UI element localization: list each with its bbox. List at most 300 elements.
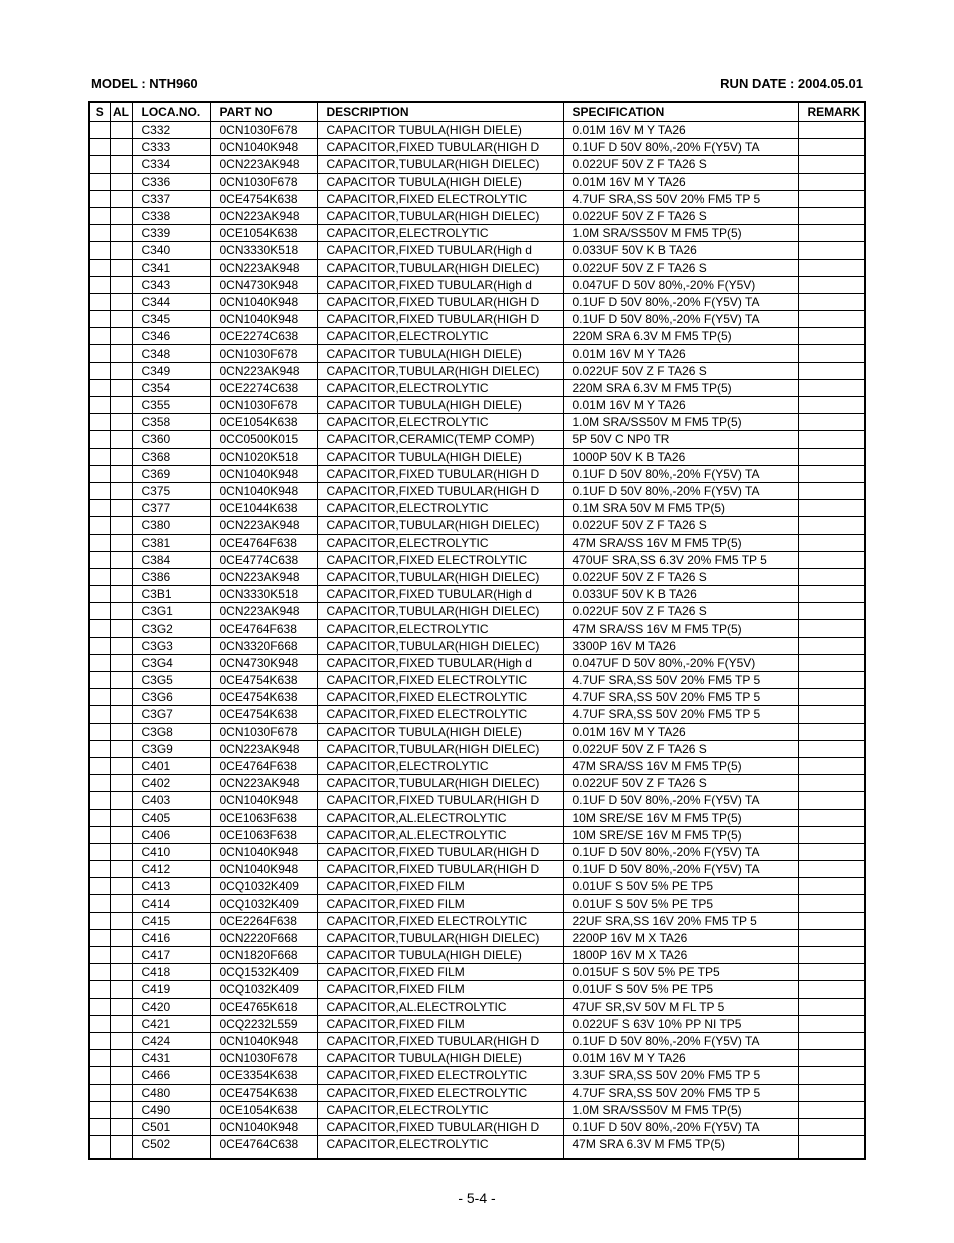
cell-s: [89, 1050, 110, 1067]
cell-part-no: 0CN1040K948: [210, 311, 317, 328]
cell-loca: C412: [132, 861, 210, 878]
cell-part-no: 0CQ1032K409: [210, 878, 317, 895]
cell-al: [110, 1136, 132, 1160]
cell-s: [89, 379, 110, 396]
cell-loca: C406: [132, 826, 210, 843]
cell-specification: 10M SRE/SE 16V M FM5 TP(5): [563, 826, 798, 843]
cell-specification: 1800P 16V M X TA26: [563, 947, 798, 964]
model-title: MODEL : NTH960: [91, 76, 198, 91]
table-row: [89, 964, 865, 981]
table-row: [89, 947, 865, 964]
cell-part-no: 0CN1030F678: [210, 723, 317, 740]
cell-part-no: 0CC0500K015: [210, 431, 317, 448]
cell-al: [110, 603, 132, 620]
cell-specification: 0.022UF 50V Z F TA26 S: [563, 156, 798, 173]
cell-remark: [798, 1118, 865, 1135]
cell-s: [89, 276, 110, 293]
cell-specification: 1.0M SRA/SS50V M FM5 TP(5): [563, 225, 798, 242]
cell-specification: 4.7UF SRA,SS 50V 20% FM5 TP 5: [563, 706, 798, 723]
cell-specification: 0.022UF 50V Z F TA26 S: [563, 568, 798, 585]
table-row: [89, 534, 865, 551]
col-header-s: S: [89, 102, 110, 122]
cell-s: [89, 723, 110, 740]
cell-specification: 0.1UF D 50V 80%,-20% F(Y5V) TA: [563, 861, 798, 878]
cell-loca: C343: [132, 276, 210, 293]
cell-description: CAPACITOR,TUBULAR(HIGH DIELEC): [317, 775, 563, 792]
cell-al: [110, 259, 132, 276]
cell-part-no: 0CE2274C638: [210, 328, 317, 345]
cell-specification: 47UF SR,SV 50V M FL TP 5: [563, 998, 798, 1015]
cell-remark: [798, 242, 865, 259]
table-row: [89, 1136, 865, 1160]
cell-remark: [798, 775, 865, 792]
cell-remark: [798, 465, 865, 482]
cell-al: [110, 431, 132, 448]
cell-al: [110, 672, 132, 689]
cell-part-no: 0CE4754K638: [210, 672, 317, 689]
cell-remark: [798, 1015, 865, 1032]
cell-specification: 22UF SRA,SS 16V 20% FM5 TP 5: [563, 912, 798, 929]
cell-al: [110, 912, 132, 929]
cell-remark: [798, 964, 865, 981]
cell-part-no: 0CN223AK948: [210, 740, 317, 757]
table-row: [89, 190, 865, 207]
col-header-al: AL: [110, 102, 132, 122]
table-row: [89, 723, 865, 740]
cell-s: [89, 586, 110, 603]
cell-remark: [798, 156, 865, 173]
cell-remark: [798, 225, 865, 242]
cell-s: [89, 929, 110, 946]
cell-remark: [798, 620, 865, 637]
cell-description: CAPACITOR,FIXED TUBULAR(HIGH D: [317, 139, 563, 156]
cell-remark: [798, 173, 865, 190]
table-row: [89, 242, 865, 259]
cell-specification: 0.01M 16V M Y TA26: [563, 723, 798, 740]
cell-part-no: 0CE4774C638: [210, 551, 317, 568]
cell-remark: [798, 568, 865, 585]
table-row: [89, 706, 865, 723]
cell-part-no: 0CN223AK948: [210, 259, 317, 276]
table-row: [89, 826, 865, 843]
cell-description: CAPACITOR,FIXED ELECTROLYTIC: [317, 1067, 563, 1084]
cell-description: CAPACITOR,ELECTROLYTIC: [317, 757, 563, 774]
table-row: [89, 586, 865, 603]
cell-al: [110, 775, 132, 792]
cell-part-no: 0CE1054K638: [210, 1101, 317, 1118]
cell-s: [89, 672, 110, 689]
cell-specification: 0.01M 16V M Y TA26: [563, 345, 798, 362]
cell-remark: [798, 500, 865, 517]
table-body: [89, 122, 865, 1160]
table-row: [89, 551, 865, 568]
cell-al: [110, 689, 132, 706]
cell-loca: C346: [132, 328, 210, 345]
cell-specification: 1000P 50V K B TA26: [563, 448, 798, 465]
cell-specification: 0.022UF 50V Z F TA26 S: [563, 207, 798, 224]
cell-al: [110, 225, 132, 242]
cell-al: [110, 809, 132, 826]
cell-s: [89, 689, 110, 706]
cell-al: [110, 276, 132, 293]
cell-s: [89, 362, 110, 379]
cell-remark: [798, 878, 865, 895]
cell-al: [110, 757, 132, 774]
cell-description: CAPACITOR,FIXED ELECTROLYTIC: [317, 689, 563, 706]
cell-part-no: 0CN1020K518: [210, 448, 317, 465]
cell-remark: [798, 482, 865, 499]
cell-part-no: 0CQ2232L559: [210, 1015, 317, 1032]
cell-specification: 0.033UF 50V K B TA26: [563, 242, 798, 259]
cell-loca: C419: [132, 981, 210, 998]
cell-s: [89, 861, 110, 878]
cell-part-no: 0CE4754K638: [210, 190, 317, 207]
table-row: [89, 414, 865, 431]
cell-s: [89, 568, 110, 585]
cell-al: [110, 740, 132, 757]
table-row: [89, 603, 865, 620]
table-row: [89, 1101, 865, 1118]
cell-al: [110, 517, 132, 534]
table-row: [89, 1050, 865, 1067]
cell-description: CAPACITOR,ELECTROLYTIC: [317, 1136, 563, 1160]
cell-al: [110, 568, 132, 585]
cell-al: [110, 482, 132, 499]
cell-specification: 0.01M 16V M Y TA26: [563, 122, 798, 139]
cell-s: [89, 225, 110, 242]
cell-part-no: 0CN223AK948: [210, 362, 317, 379]
cell-s: [89, 809, 110, 826]
cell-remark: [798, 895, 865, 912]
cell-specification: 10M SRE/SE 16V M FM5 TP(5): [563, 809, 798, 826]
cell-description: CAPACITOR,FIXED FILM: [317, 981, 563, 998]
cell-al: [110, 397, 132, 414]
cell-part-no: 0CN223AK948: [210, 603, 317, 620]
cell-remark: [798, 1101, 865, 1118]
cell-part-no: 0CE1054K638: [210, 225, 317, 242]
cell-loca: C405: [132, 809, 210, 826]
cell-part-no: 0CE4764F638: [210, 620, 317, 637]
cell-al: [110, 654, 132, 671]
cell-description: CAPACITOR,FIXED TUBULAR(HIGH D: [317, 1032, 563, 1049]
cell-s: [89, 207, 110, 224]
cell-al: [110, 929, 132, 946]
cell-loca: C3G3: [132, 637, 210, 654]
cell-loca: C410: [132, 843, 210, 860]
table-row: [89, 276, 865, 293]
cell-remark: [798, 912, 865, 929]
cell-s: [89, 139, 110, 156]
cell-remark: [798, 843, 865, 860]
cell-s: [89, 998, 110, 1015]
cell-part-no: 0CN1040K948: [210, 861, 317, 878]
cell-loca: C339: [132, 225, 210, 242]
cell-specification: 3.3UF SRA,SS 50V 20% FM5 TP 5: [563, 1067, 798, 1084]
cell-al: [110, 843, 132, 860]
table-row: [89, 207, 865, 224]
cell-loca: C336: [132, 173, 210, 190]
cell-description: CAPACITOR,FIXED TUBULAR(HIGH D: [317, 1118, 563, 1135]
col-header-remark: REMARK: [798, 102, 865, 122]
table-row: [89, 689, 865, 706]
cell-specification: 1.0M SRA/SS50V M FM5 TP(5): [563, 414, 798, 431]
cell-specification: 0.01M 16V M Y TA26: [563, 173, 798, 190]
cell-s: [89, 1015, 110, 1032]
cell-remark: [798, 311, 865, 328]
cell-loca: C338: [132, 207, 210, 224]
cell-remark: [798, 809, 865, 826]
cell-part-no: 0CN1040K948: [210, 139, 317, 156]
cell-part-no: 0CN3320F668: [210, 637, 317, 654]
table-row: [89, 672, 865, 689]
cell-s: [89, 603, 110, 620]
cell-al: [110, 345, 132, 362]
cell-loca: C368: [132, 448, 210, 465]
cell-remark: [798, 740, 865, 757]
cell-part-no: 0CE2264F638: [210, 912, 317, 929]
cell-al: [110, 122, 132, 139]
cell-remark: [798, 207, 865, 224]
cell-description: CAPACITOR,FIXED ELECTROLYTIC: [317, 672, 563, 689]
cell-s: [89, 757, 110, 774]
cell-description: CAPACITOR,FIXED TUBULAR(HIGH D: [317, 465, 563, 482]
cell-specification: 47M SRA 6.3V M FM5 TP(5): [563, 1136, 798, 1160]
cell-loca: C490: [132, 1101, 210, 1118]
cell-specification: 0.1UF D 50V 80%,-20% F(Y5V) TA: [563, 482, 798, 499]
cell-loca: C355: [132, 397, 210, 414]
cell-loca: C418: [132, 964, 210, 981]
cell-remark: [798, 689, 865, 706]
table-row: [89, 362, 865, 379]
cell-s: [89, 1084, 110, 1101]
cell-part-no: 0CN1030F678: [210, 1050, 317, 1067]
cell-loca: C3G6: [132, 689, 210, 706]
cell-remark: [798, 293, 865, 310]
cell-loca: C3G8: [132, 723, 210, 740]
cell-al: [110, 448, 132, 465]
table-row: [89, 757, 865, 774]
cell-specification: 0.022UF 50V Z F TA26 S: [563, 259, 798, 276]
cell-s: [89, 500, 110, 517]
cell-part-no: 0CN1040K948: [210, 792, 317, 809]
cell-s: [89, 328, 110, 345]
cell-description: CAPACITOR TUBULA(HIGH DIELE): [317, 345, 563, 362]
cell-loca: C502: [132, 1136, 210, 1160]
cell-specification: 0.022UF 50V Z F TA26 S: [563, 362, 798, 379]
cell-al: [110, 500, 132, 517]
cell-description: CAPACITOR,FIXED ELECTROLYTIC: [317, 190, 563, 207]
cell-remark: [798, 190, 865, 207]
cell-part-no: 0CE2274C638: [210, 379, 317, 396]
cell-specification: 0.01UF S 50V 5% PE TP5: [563, 981, 798, 998]
cell-al: [110, 878, 132, 895]
cell-description: CAPACITOR,TUBULAR(HIGH DIELEC): [317, 156, 563, 173]
cell-loca: C413: [132, 878, 210, 895]
cell-description: CAPACITOR TUBULA(HIGH DIELE): [317, 947, 563, 964]
table-row: [89, 620, 865, 637]
cell-description: CAPACITOR,FIXED ELECTROLYTIC: [317, 551, 563, 568]
table-row: [89, 1015, 865, 1032]
table-row: [89, 448, 865, 465]
cell-remark: [798, 654, 865, 671]
cell-al: [110, 362, 132, 379]
cell-s: [89, 448, 110, 465]
cell-al: [110, 998, 132, 1015]
cell-s: [89, 878, 110, 895]
cell-description: CAPACITOR,TUBULAR(HIGH DIELEC): [317, 207, 563, 224]
cell-part-no: 0CN223AK948: [210, 207, 317, 224]
cell-loca: C358: [132, 414, 210, 431]
cell-remark: [798, 517, 865, 534]
cell-loca: C3G4: [132, 654, 210, 671]
cell-description: CAPACITOR,FIXED TUBULAR(High d: [317, 276, 563, 293]
cell-description: CAPACITOR,ELECTROLYTIC: [317, 534, 563, 551]
cell-part-no: 0CE3354K638: [210, 1067, 317, 1084]
cell-part-no: 0CE1063F638: [210, 809, 317, 826]
parts-table: [88, 101, 866, 1160]
cell-specification: 0.033UF 50V K B TA26: [563, 586, 798, 603]
cell-s: [89, 947, 110, 964]
cell-description: CAPACITOR TUBULA(HIGH DIELE): [317, 397, 563, 414]
col-header-specification: SPECIFICATION: [563, 102, 798, 122]
cell-description: CAPACITOR,TUBULAR(HIGH DIELEC): [317, 740, 563, 757]
cell-al: [110, 190, 132, 207]
cell-specification: 47M SRA/SS 16V M FM5 TP(5): [563, 757, 798, 774]
table-row: [89, 173, 865, 190]
cell-part-no: 0CQ1032K409: [210, 981, 317, 998]
cell-part-no: 0CE4764F638: [210, 757, 317, 774]
cell-description: CAPACITOR TUBULA(HIGH DIELE): [317, 122, 563, 139]
cell-al: [110, 311, 132, 328]
cell-loca: C375: [132, 482, 210, 499]
cell-loca: C417: [132, 947, 210, 964]
table-row: [89, 775, 865, 792]
cell-loca: C377: [132, 500, 210, 517]
cell-part-no: 0CN1040K948: [210, 1118, 317, 1135]
table-row: [89, 225, 865, 242]
cell-s: [89, 173, 110, 190]
cell-remark: [798, 586, 865, 603]
cell-description: CAPACITOR,TUBULAR(HIGH DIELEC): [317, 603, 563, 620]
cell-loca: C3B1: [132, 586, 210, 603]
run-date: RUN DATE : 2004.05.01: [720, 76, 863, 91]
cell-s: [89, 895, 110, 912]
cell-part-no: 0CE1063F638: [210, 826, 317, 843]
cell-s: [89, 242, 110, 259]
cell-description: CAPACITOR,FIXED ELECTROLYTIC: [317, 912, 563, 929]
cell-specification: 0.022UF 50V Z F TA26 S: [563, 775, 798, 792]
cell-s: [89, 964, 110, 981]
cell-loca: C424: [132, 1032, 210, 1049]
cell-specification: 2200P 16V M X TA26: [563, 929, 798, 946]
cell-description: CAPACITOR,FIXED FILM: [317, 1015, 563, 1032]
cell-s: [89, 293, 110, 310]
cell-remark: [798, 1067, 865, 1084]
cell-description: CAPACITOR,ELECTROLYTIC: [317, 225, 563, 242]
cell-al: [110, 242, 132, 259]
cell-remark: [798, 603, 865, 620]
cell-loca: C348: [132, 345, 210, 362]
cell-al: [110, 723, 132, 740]
cell-remark: [798, 414, 865, 431]
cell-description: CAPACITOR,FIXED TUBULAR(HIGH D: [317, 482, 563, 499]
cell-description: CAPACITOR,FIXED FILM: [317, 964, 563, 981]
cell-description: CAPACITOR,ELECTROLYTIC: [317, 500, 563, 517]
cell-remark: [798, 757, 865, 774]
table-row: [89, 482, 865, 499]
cell-specification: 0.022UF S 63V 10% PP NI TP5: [563, 1015, 798, 1032]
cell-loca: C401: [132, 757, 210, 774]
cell-remark: [798, 345, 865, 362]
cell-part-no: 0CN1030F678: [210, 173, 317, 190]
cell-loca: C340: [132, 242, 210, 259]
table-row: [89, 379, 865, 396]
cell-s: [89, 654, 110, 671]
cell-part-no: 0CN1040K948: [210, 843, 317, 860]
cell-al: [110, 293, 132, 310]
table-row: [89, 156, 865, 173]
cell-part-no: 0CN1040K948: [210, 293, 317, 310]
cell-s: [89, 775, 110, 792]
table-row: [89, 345, 865, 362]
cell-specification: 4.7UF SRA,SS 50V 20% FM5 TP 5: [563, 190, 798, 207]
cell-al: [110, 328, 132, 345]
cell-specification: 0.01UF S 50V 5% PE TP5: [563, 895, 798, 912]
cell-description: CAPACITOR,AL.ELECTROLYTIC: [317, 826, 563, 843]
cell-specification: 0.1UF D 50V 80%,-20% F(Y5V) TA: [563, 465, 798, 482]
cell-al: [110, 895, 132, 912]
cell-description: CAPACITOR,FIXED TUBULAR(High d: [317, 586, 563, 603]
cell-s: [89, 431, 110, 448]
cell-part-no: 0CN223AK948: [210, 156, 317, 173]
cell-specification: 0.047UF D 50V 80%,-20% F(Y5V): [563, 654, 798, 671]
cell-s: [89, 551, 110, 568]
cell-remark: [798, 259, 865, 276]
cell-part-no: 0CN223AK948: [210, 568, 317, 585]
cell-specification: 47M SRA/SS 16V M FM5 TP(5): [563, 620, 798, 637]
cell-loca: C380: [132, 517, 210, 534]
cell-description: CAPACITOR,ELECTROLYTIC: [317, 379, 563, 396]
col-header-description: DESCRIPTION: [317, 102, 563, 122]
cell-remark: [798, 706, 865, 723]
cell-s: [89, 1032, 110, 1049]
cell-al: [110, 826, 132, 843]
table-row: [89, 122, 865, 139]
cell-s: [89, 156, 110, 173]
cell-s: [89, 345, 110, 362]
table-row: [89, 809, 865, 826]
table-row: [89, 981, 865, 998]
cell-remark: [798, 431, 865, 448]
table-row: [89, 912, 865, 929]
cell-description: CAPACITOR,TUBULAR(HIGH DIELEC): [317, 517, 563, 534]
cell-part-no: 0CN1040K948: [210, 482, 317, 499]
cell-al: [110, 1032, 132, 1049]
cell-specification: 0.01UF S 50V 5% PE TP5: [563, 878, 798, 895]
table-row: [89, 1032, 865, 1049]
cell-specification: 220M SRA 6.3V M FM5 TP(5): [563, 379, 798, 396]
cell-remark: [798, 1050, 865, 1067]
cell-remark: [798, 1136, 865, 1160]
cell-s: [89, 190, 110, 207]
cell-specification: 0.015UF S 50V 5% PE TP5: [563, 964, 798, 981]
cell-s: [89, 259, 110, 276]
cell-remark: [798, 551, 865, 568]
cell-part-no: 0CN3330K518: [210, 586, 317, 603]
cell-remark: [798, 947, 865, 964]
table-row: [89, 1084, 865, 1101]
cell-description: CAPACITOR,ELECTROLYTIC: [317, 620, 563, 637]
